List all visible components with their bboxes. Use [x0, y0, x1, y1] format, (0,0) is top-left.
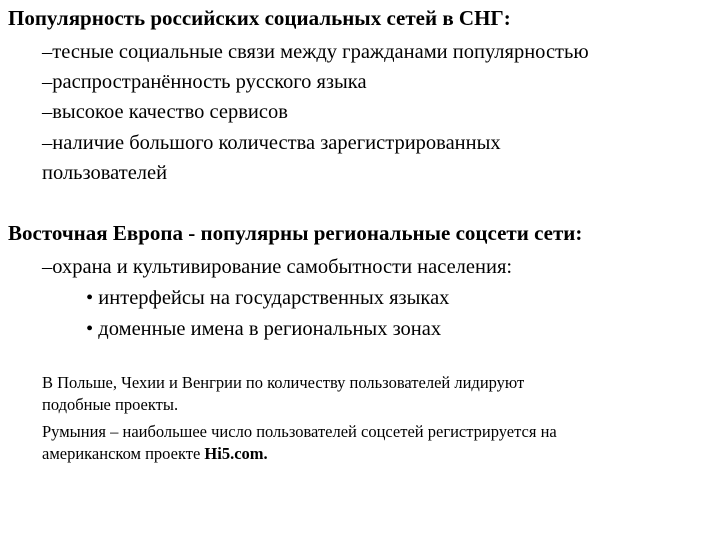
list-item-social-ties: –тесные социальные связи между гражданами популярностью — [42, 41, 589, 63]
list-item-service-quality: –высокое качество сервисов — [42, 101, 288, 123]
bullet-item-domains: • доменные имена в региональных зонах — [86, 318, 442, 340]
bullet-item-interfaces: • интерфейсы на государственных языках — [86, 287, 450, 309]
note-poland-line1: В Польше, Чехии и Венгрии по количеству пользователей лидируют — [42, 373, 525, 392]
section-heading-eastern-europe: Восточная Европа - популярны региональные соцсети сети: — [8, 221, 583, 245]
note-romania-text: американском проекте — [42, 444, 201, 463]
list-item-registered-users: –наличие большого количества зарегистрированных — [42, 132, 501, 154]
note-poland-line2: подобные проекты. — [42, 395, 179, 414]
list-item-identity: –охрана и культивирование самобытности населения: — [42, 256, 513, 278]
note-romania-line2 — [42, 446, 268, 463]
note-romania-line1: Румыния – наибольшее число пользователей соцсетей регистрируется на — [42, 422, 557, 441]
site-name-hi5: Hi5.com. — [204, 444, 268, 463]
list-item-russian-language: –распространённость русского языка — [42, 71, 367, 93]
section-heading-cis: Популярность российских социальных сетей в СНГ: — [8, 6, 511, 30]
list-item-registered-users-cont: пользователей — [42, 162, 168, 184]
